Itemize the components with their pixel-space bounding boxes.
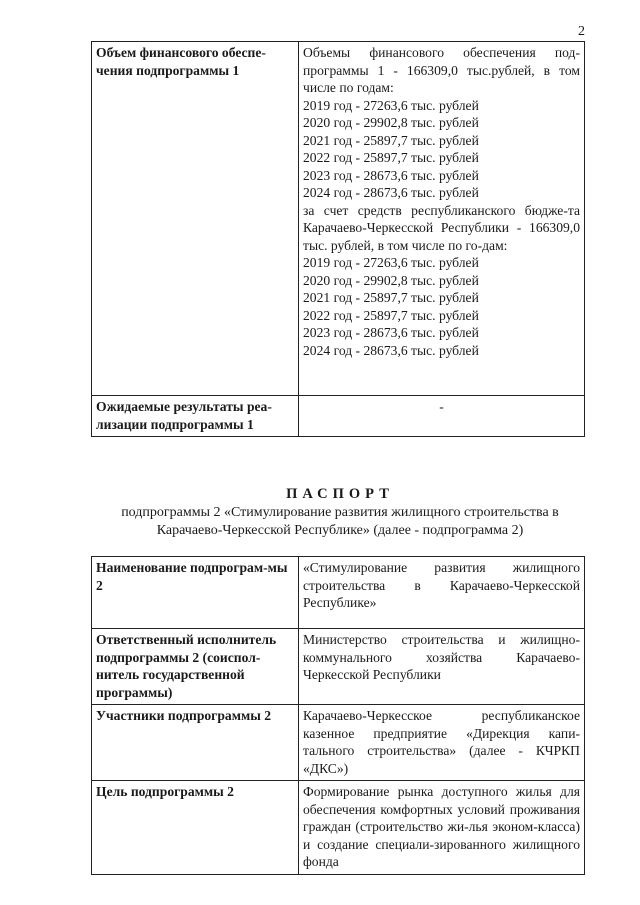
row-label: Объем финансового обеспе-чения подпрограммы 1 <box>92 42 299 396</box>
table-row <box>92 781 585 875</box>
row-value: Министерство строительства и жилищно-коммунального хозяйства Карачаево-Черкесской Республики <box>299 629 585 705</box>
subprogram-passport-table <box>91 556 585 875</box>
year-line: 2022 год - 25897,7 тыс. рублей <box>303 150 479 165</box>
year-line: 2020 год - 29902,8 тыс. рублей <box>303 115 479 130</box>
row-value: «Стимулирование развития жилищного строительства в Карачаево-Черкесской Республике» <box>299 557 585 629</box>
year-line: 2021 год - 25897,7 тыс. рублей <box>303 132 479 148</box>
row-value: Карачаево-Черкесское республиканское казенное предприятие «Дирекция капи-тального строительства» (далее - КЧРКП «ДКС») <box>299 705 585 781</box>
page-number: 2 <box>578 24 585 39</box>
table-row <box>92 42 585 396</box>
row-label: Наименование подпрограм-мы 2 <box>92 557 299 629</box>
funding-table <box>91 41 585 437</box>
year-line: 2023 год - 28673,6 тыс. рублей <box>303 325 479 340</box>
passport-subtitle: подпрограммы 2 «Стимулирование развития жилищного строительства в Карачаево-Черкесской Республике» (далее - подпрограмма 2) <box>121 505 559 538</box>
table-row <box>92 557 585 629</box>
year-line: 2019 год - 27263,6 тыс. рублей <box>303 255 479 270</box>
row-value <box>299 396 585 437</box>
table-row <box>92 396 585 437</box>
passport-heading <box>100 485 580 540</box>
row-label: Участники подпрограммы 2 <box>92 705 299 781</box>
funding-intro: Объемы финансового обеспечения под-программы 1 - 166309,0 тыс.рублей, в том числе по годам: <box>303 45 580 95</box>
row-value: Формирование рынка доступного жилья для обеспечения комфортных условий проживания граждан (строительство жи-лья эконом-класса) и создание специали-зированного жилищного фонда <box>299 781 585 875</box>
row-label: Цель подпрограммы 2 <box>92 781 299 875</box>
year-line: 2023 год - 28673,6 тыс. рублей <box>303 167 479 183</box>
year-line: 2019 год - 27263,6 тыс. рублей <box>303 97 479 113</box>
year-line: 2024 год - 28673,6 тыс. рублей <box>303 185 479 200</box>
passport-title: ПАСПОРТ <box>286 486 394 502</box>
year-line: 2022 год - 25897,7 тыс. рублей <box>303 307 479 323</box>
row-label: Ответственный исполнитель подпрограммы 2 (соиспол-нитель государственной программы) <box>92 629 299 705</box>
budget-source: за счет средств республиканского бюдже-та Карачаево-Черкесской Республики - 166309,0 тыс. рублей, в том числе по го-дам: <box>303 202 580 253</box>
table-row <box>92 705 585 781</box>
row-label: Ожидаемые результаты реа-лизации подпрограммы 1 <box>92 396 299 437</box>
table-row <box>92 629 585 705</box>
year-line: 2024 год - 28673,6 тыс. рублей <box>303 342 479 358</box>
year-line: 2020 год - 29902,8 тыс. рублей <box>303 272 479 288</box>
row-value <box>299 42 585 396</box>
year-line: 2021 год - 25897,7 тыс. рублей <box>303 290 479 305</box>
empty-value-dash: - <box>439 399 444 414</box>
